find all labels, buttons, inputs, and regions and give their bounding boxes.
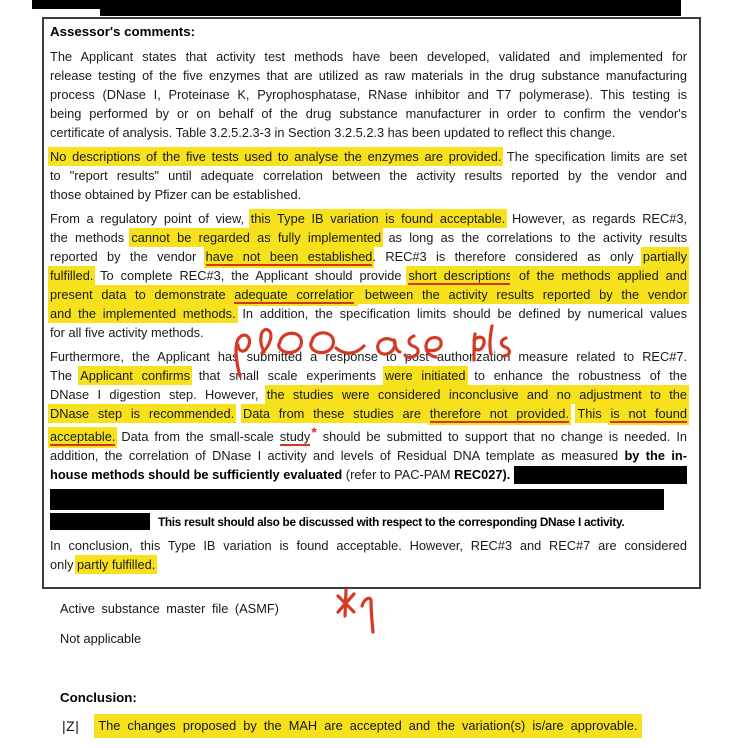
highlighted-text: DNase step is recommended. [50, 406, 235, 421]
text-line [50, 228, 687, 247]
text-line [50, 266, 687, 285]
asmf-value: Not applicable [60, 631, 142, 646]
checked-checkbox-icon: |Z| [62, 718, 80, 734]
redaction-bar [100, 0, 681, 16]
text-line [50, 147, 687, 166]
highlighted-text: adequate correlation [234, 287, 357, 302]
highlighted-text: the studies were considered inconclusive and no adjustment to the [266, 387, 687, 402]
redaction-note-text: This result should also be discussed with respect to the corresponding DNase I activity. [158, 514, 625, 529]
text-line [50, 465, 687, 484]
highlighted-text: No descriptions of the five tests used to analyse the enzymes are provided. [50, 149, 502, 164]
text-line [50, 285, 687, 304]
text-line [50, 347, 687, 366]
highlighted-text: have not been established [205, 249, 373, 264]
paragraph [50, 536, 687, 574]
text-line [50, 323, 687, 342]
text-segment: reported by the vendor [50, 249, 206, 264]
text-line [50, 366, 687, 385]
text-segment: being performed by or on behalf of the drug substance manufacturer in order to confirm the vendor's [50, 106, 687, 121]
conclusion-row [62, 716, 640, 736]
text-line [50, 85, 687, 104]
text-segment: as long as the correlations to the activity results [381, 230, 688, 245]
text-segment: to "report results" until adequate correlation between the activity results reported by the vendor and [50, 168, 687, 183]
text-line [50, 536, 687, 555]
conclusion-highlighted-text: The changes proposed by the MAH are accepted and the variation(s) is/are approvable. [96, 716, 639, 736]
text-line [50, 385, 687, 404]
redaction-note-row [50, 513, 687, 530]
text-segment: The Applicant states that activity test methods have been developed, validated and implemented for [50, 49, 687, 64]
text-segment: REC027). [454, 467, 511, 482]
text-line [50, 555, 687, 574]
paragraph [50, 209, 687, 342]
highlighted-text: cannot be regarded as fully implemented [131, 230, 382, 245]
highlighted-text: fulfilled. [50, 268, 94, 283]
text-segment: The specification limits are set [501, 149, 687, 164]
text-line [50, 404, 687, 423]
text-segment: . REC#3 is therefore considered as only [372, 249, 643, 264]
assessor-comments-box [42, 17, 701, 589]
redaction-bar [32, 0, 100, 9]
text-segment: release testing of the five enzymes that are utilized as raw materials in the drug substance manufacturing [50, 68, 687, 83]
text-segment: Data from the small-scale [115, 429, 280, 444]
text-segment: for all five activity methods. [50, 325, 204, 340]
handwriting-star-note-annotation [330, 586, 382, 638]
text-segment [234, 406, 243, 421]
highlighted-text: were initiated [384, 368, 466, 383]
text-segment: to enhance the robustness of the [465, 368, 687, 383]
text-segment: To complete REC#3, the Applicant should provide [93, 268, 409, 283]
highlighted-text: partially [642, 249, 687, 264]
highlighted-text: therefore not provided. [429, 406, 569, 421]
highlighted-text: and the implemented methods. [50, 306, 236, 321]
text-line [50, 304, 687, 323]
highlighted-text: this Type IB variation is found acceptable. [250, 211, 506, 226]
assessor-comments-body [50, 47, 687, 574]
highlighted-text: acceptable. [50, 429, 116, 444]
highlighted-text: Data from these studies are [242, 406, 430, 421]
text-segment: by the in- [624, 448, 687, 463]
text-line [50, 185, 687, 204]
text-segment [50, 465, 510, 484]
paragraph [50, 47, 687, 142]
text-line [50, 123, 687, 142]
text-line [50, 423, 687, 446]
asmf-heading: Active substance master file (ASMF) [60, 601, 279, 616]
text-segment: In conclusion, this Type IB variation is found acceptable. However, REC#3 and REC#7 are considered [50, 538, 687, 553]
text-line [50, 209, 687, 228]
text-segment: house methods should be sufficiently evaluated [50, 467, 343, 482]
text-segment: The [50, 368, 81, 383]
redaction-bar [50, 513, 150, 530]
assessor-comments-heading: Assessor's comments: [50, 24, 196, 39]
text-segment: only [50, 557, 78, 572]
text-segment: Furthermore, the Applicant has submitted a response to post authorization measure related to REC#7. [50, 349, 687, 364]
redaction-bar [50, 489, 664, 510]
highlighted-text: short descriptions [408, 268, 513, 283]
text-segment: From a regulatory point of view, [50, 211, 251, 226]
paragraph [50, 147, 687, 204]
text-segment: DNase I digestion step. However, [50, 387, 267, 402]
conclusion-heading: Conclusion: [60, 690, 137, 705]
text-line [50, 446, 687, 465]
text-line [50, 66, 687, 85]
text-segment: that small scale experiments [189, 368, 385, 383]
text-segment: the methods [50, 230, 132, 245]
text-segment: addition, the correlation of DNase I activity and levels of Residual DNA template as measured [50, 448, 625, 463]
highlighted-text: partly fulfilled. [77, 557, 156, 572]
text-segment: process (DNase I, Proteinase K, Pyrophosphatase, RNase inhibitor and T7 polymerase). This testing is [50, 87, 687, 102]
text-line [50, 104, 687, 123]
highlighted-text: Applicant confirms [80, 368, 190, 383]
paragraph [50, 347, 687, 484]
text-segment: certificate of analysis. Table 3.2.5.2.3-3 in Section 3.2.5.2.3 has been updated to reflect this change. [50, 125, 616, 140]
text-segment: should be submitted to support that no change is needed. In [316, 429, 687, 444]
text-line [50, 166, 687, 185]
text-segment: (refer to PAC-PAM [342, 467, 455, 482]
highlighted-text: This [577, 406, 611, 421]
text-line [50, 247, 687, 266]
text-segment: study [279, 429, 311, 444]
red-asterisk-annotation: * [311, 424, 317, 440]
highlighted-text: of the methods applied and [512, 268, 687, 283]
text-line [50, 47, 687, 66]
highlighted-text: between the activity results reported by the vendor [356, 287, 688, 302]
highlighted-text: is not found [610, 406, 688, 421]
redaction-bar [514, 466, 687, 484]
text-segment: those obtained by Pfizer can be established. [50, 187, 302, 202]
text-segment: In addition, the specification limits should be defined by numerical values [235, 306, 687, 321]
text-segment: However, as regards REC#3, [505, 211, 687, 226]
highlighted-text: present data to demonstrate [50, 287, 235, 302]
